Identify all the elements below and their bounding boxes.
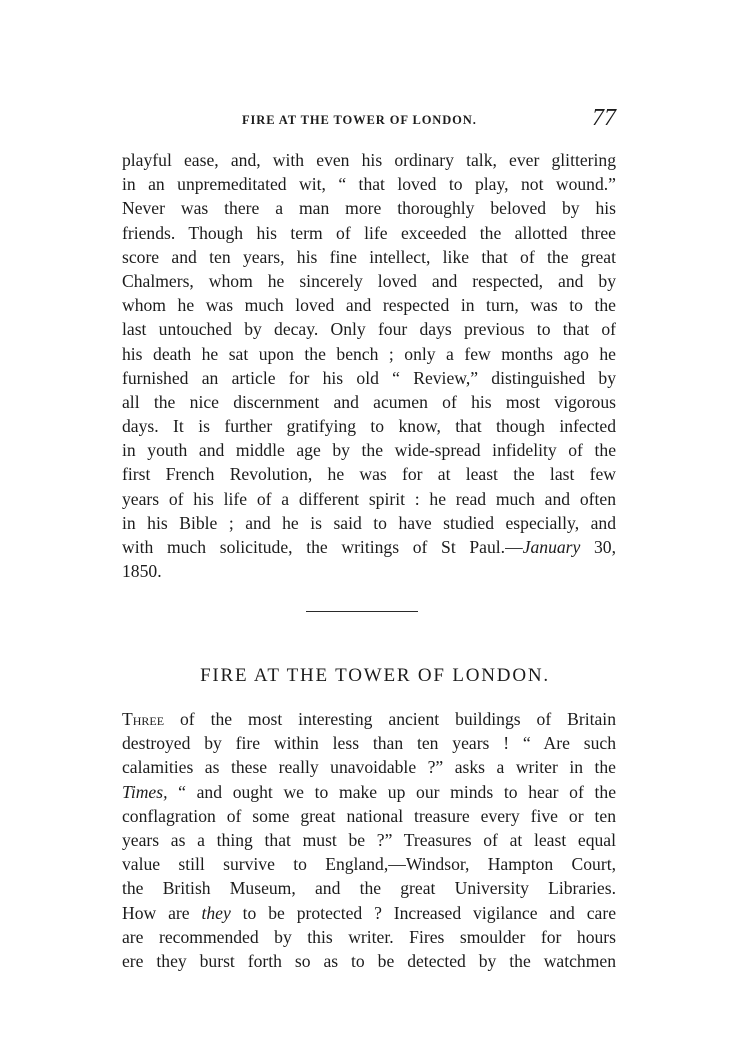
text-line: score and ten years, his fine intellect, like that of the great	[122, 246, 616, 267]
paragraph-fire	[122, 707, 616, 973]
text-line: whom he was much loved and respected in turn, was to the	[122, 295, 616, 316]
text-fragment: with much solicitude, the writings of St Paul.—	[122, 537, 523, 557]
text-line: value still survive to England,—Windsor, Hampton Court,	[122, 854, 616, 875]
text-fragment: to be protected ? Increased vigilance and care	[230, 902, 616, 923]
text-line-times	[122, 780, 616, 804]
text-line-they	[122, 901, 616, 925]
text-line: the British Museum, and the great University Libraries.	[122, 878, 616, 899]
paragraph-obituary	[122, 148, 616, 583]
text-line: years as a thing that must be ?” Treasures of at least equal	[122, 829, 616, 850]
text-fragment: of the most interesting ancient buildings of Britain	[164, 709, 616, 729]
text-line: years of his life of a different spirit : he read much and often	[122, 488, 616, 509]
text-line: in his Bible ; and he is said to have studied especially, and	[122, 512, 616, 533]
section-divider	[306, 611, 418, 612]
running-head	[122, 106, 616, 136]
emphasis-they: they	[201, 902, 231, 923]
text-line-year: 1850.	[122, 561, 162, 582]
text-line: friends. Though his term of life exceeded the allotted three	[122, 222, 616, 243]
opening-word: Three	[122, 709, 165, 729]
page-number: 77	[592, 105, 616, 131]
newspaper-name: Times,	[122, 781, 168, 802]
text-line: ere they burst forth so as to be detected by the watchmen	[122, 950, 616, 971]
text-line: furnished an article for his old “ Review,” distinguished by	[122, 367, 616, 388]
text-line: Chalmers, whom he sincerely loved and respected, and by	[122, 270, 616, 291]
text-line: in youth and middle age by the wide-spread infidelity of the	[122, 440, 616, 461]
text-line: are recommended by this writer. Fires smoulder for hours	[122, 926, 616, 947]
section-heading: FIRE AT THE TOWER OF LONDON.	[200, 665, 550, 686]
text-line: days. It is further gratifying to know, that though infected	[122, 416, 616, 437]
running-title: FIRE AT THE TOWER OF LONDON.	[242, 113, 477, 127]
text-line: his death he sat upon the bench ; only a few months ago he	[122, 343, 616, 364]
text-fragment: How are	[122, 902, 202, 923]
text-line: last untouched by decay. Only four days previous to that of	[122, 319, 616, 340]
text-line: destroyed by fire within less than ten years ! “ Are such	[122, 733, 616, 754]
text-line-opening	[122, 707, 616, 731]
text-line: Never was there a man more thoroughly beloved by his	[122, 198, 616, 219]
text-line: in an unpremeditated wit, “ that loved to play, not wound.”	[122, 174, 616, 195]
text-line: conflagration of some great national treasure every five or ten	[122, 805, 616, 826]
text-line: first French Revolution, he was for at least the last few	[122, 464, 616, 485]
text-line-date	[122, 535, 616, 559]
text-line: all the nice discernment and acumen of his most vigorous	[122, 391, 616, 412]
text-line: playful ease, and, with even his ordinary talk, ever glittering	[122, 150, 616, 170]
date-day: 30,	[580, 537, 616, 557]
text-fragment: “ and ought we to make up our minds to hear of the	[167, 781, 616, 802]
text-line: calamities as these really unavoidable ?” asks a writer in the	[122, 757, 616, 778]
date-month: January	[522, 537, 581, 557]
